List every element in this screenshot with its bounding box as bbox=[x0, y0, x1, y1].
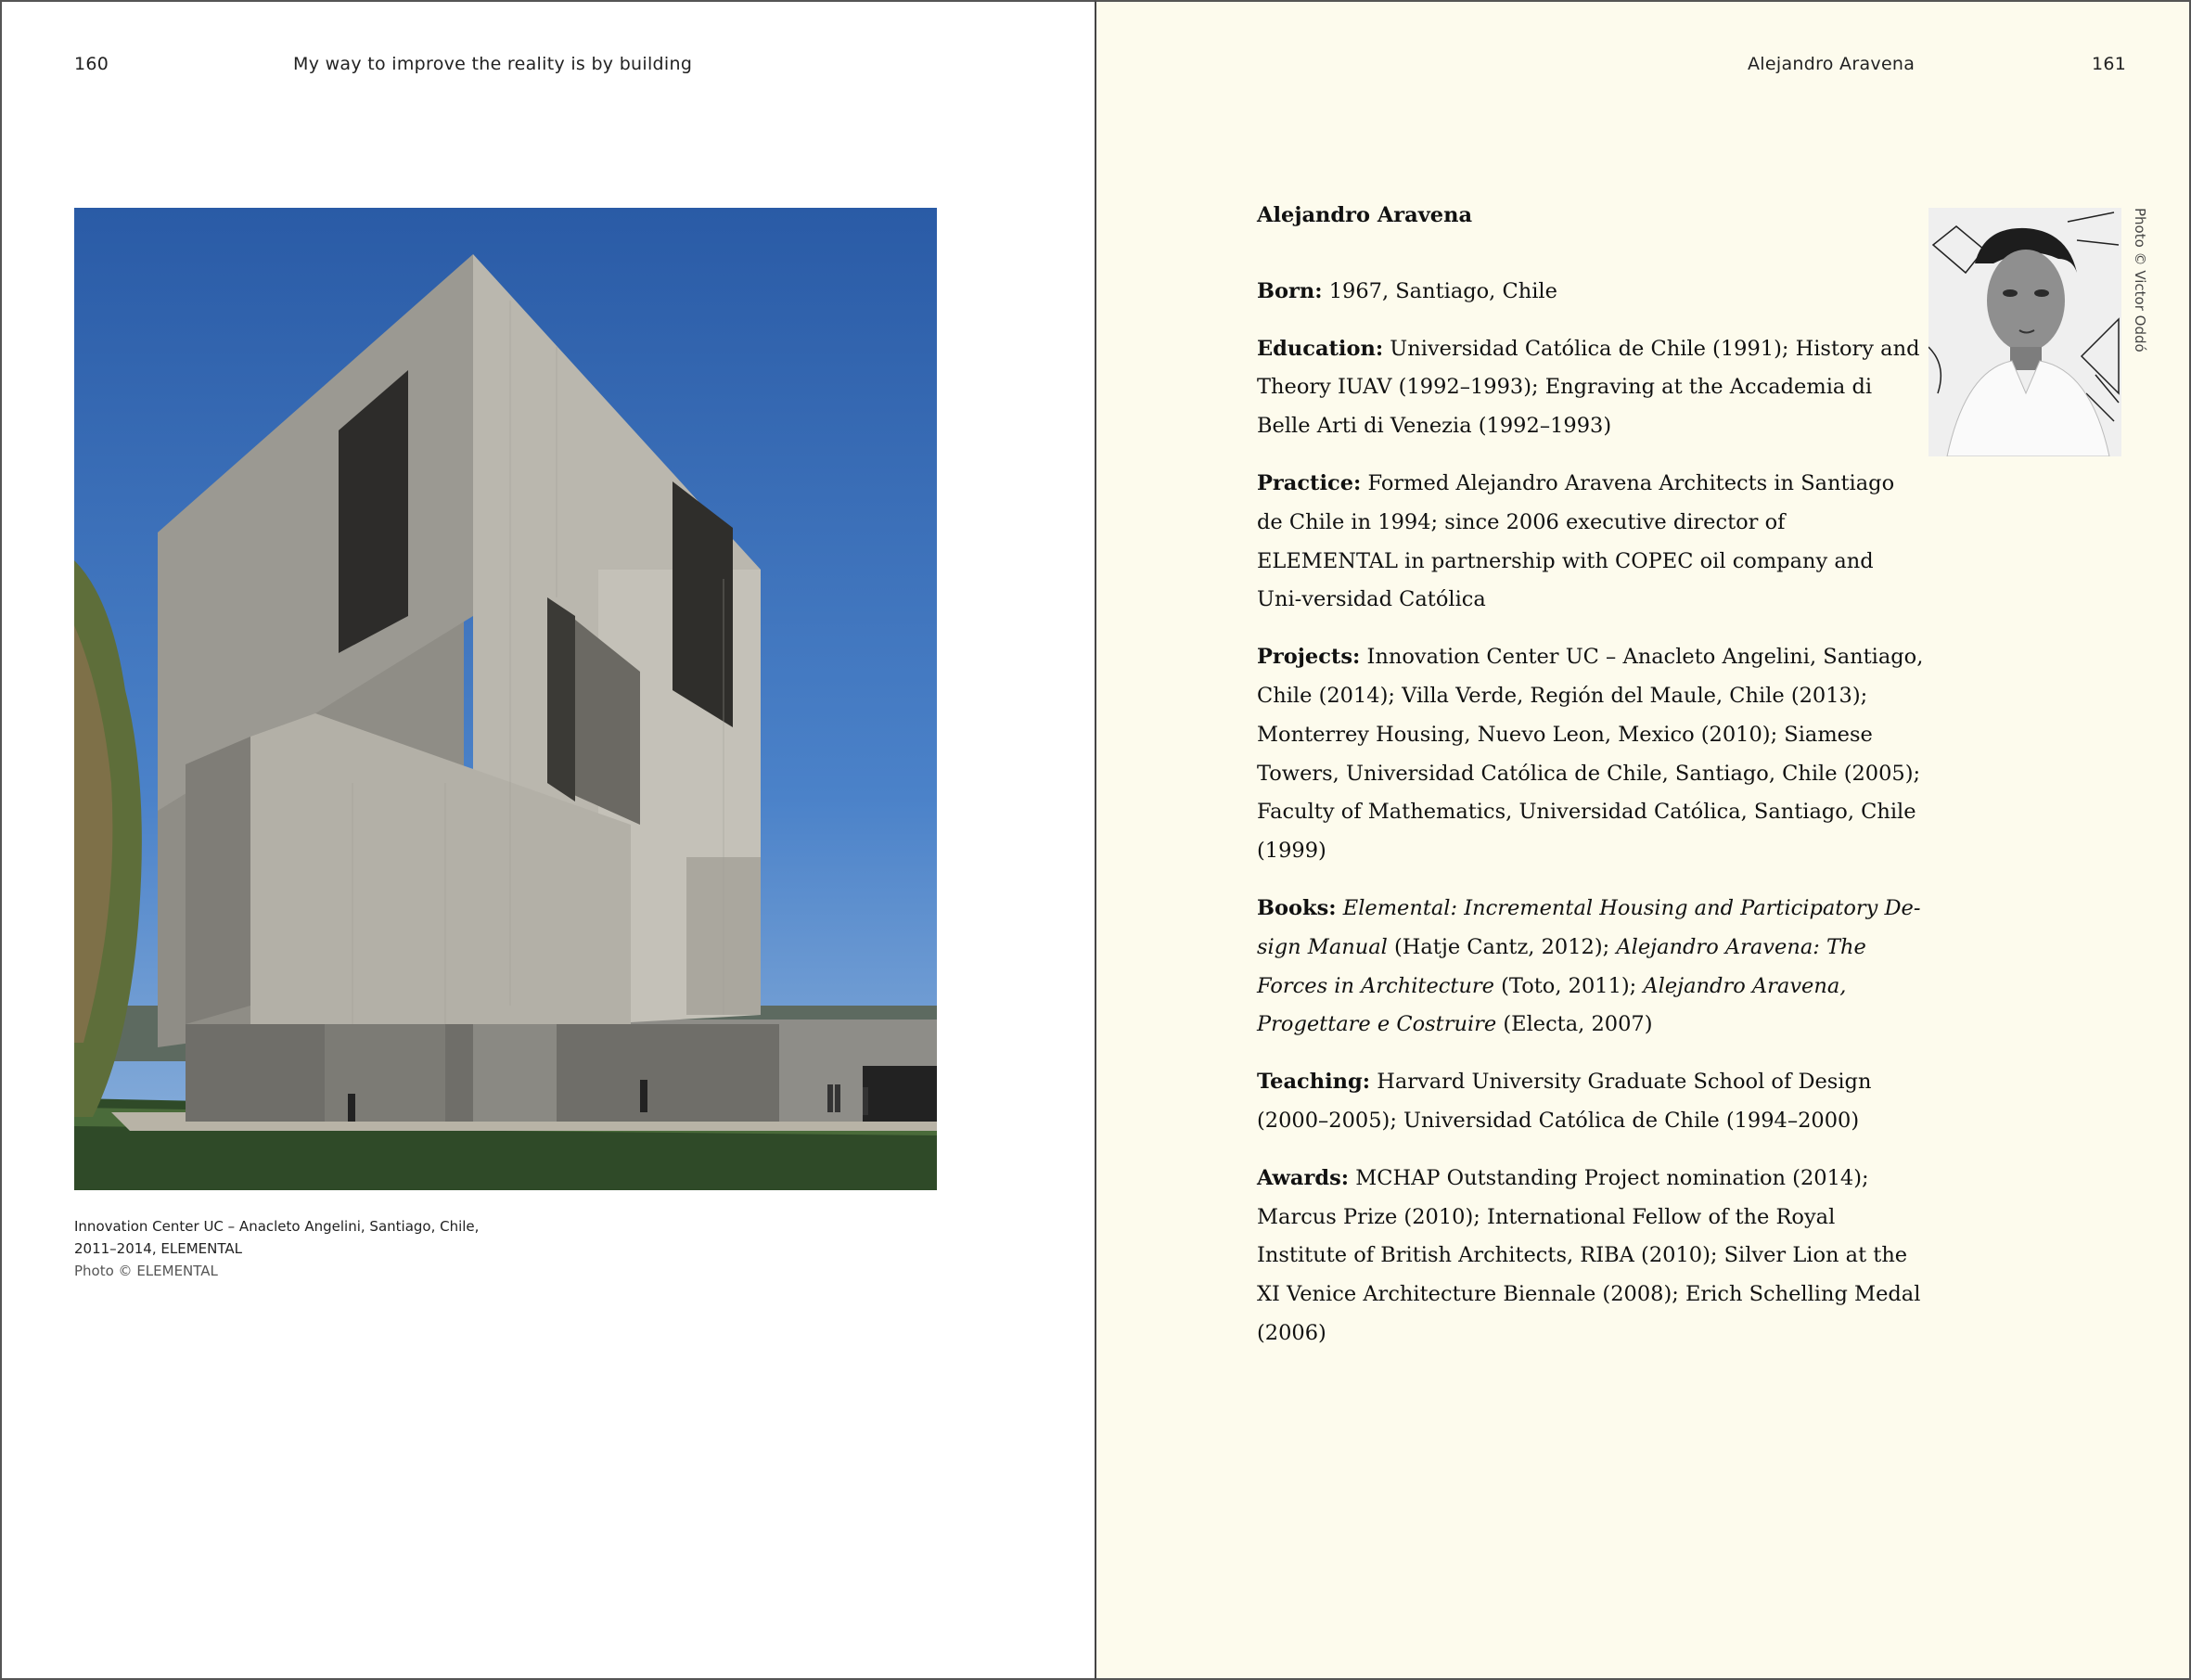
caption-line-2: 2011–2014, ELEMENTAL bbox=[74, 1240, 242, 1257]
bio-practice: Practice: Formed Alejandro Aravena Architects in Santiago de Chile in 1994; since 2006 executive director of ELEMENTAL in partnership with COPEC oil company and Uni-versidad Católica bbox=[1257, 470, 1895, 612]
portrait-credit: Photo © Victor Oddó bbox=[2132, 208, 2148, 353]
bio-teaching: Teaching: Harvard University Graduate School of Design (2000–2005); Universidad Católica de Chile (1994–2000) bbox=[1257, 1070, 1872, 1133]
bio-books: Books: Elemental: Incremental Housing and Participatory De-sign Manual (Hatje Cantz, 2012); Alejandro Aravena: The Forces in Architecture (Toto, 2011); Alejandro Aravena, Progettare e Costruire (Electa, 2007) bbox=[1257, 895, 1921, 1037]
caption-credit: Photo © ELEMENTAL bbox=[74, 1263, 218, 1279]
biography bbox=[1257, 197, 1925, 1372]
bio-name: Alejandro Aravena bbox=[1257, 203, 1473, 227]
building-photo bbox=[74, 208, 937, 1190]
photo-caption bbox=[74, 1215, 479, 1282]
running-title-left: My way to improve the reality is by building bbox=[293, 54, 693, 74]
bio-born: Born: 1967, Santiago, Chile bbox=[1257, 278, 1557, 303]
page-number-left: 160 bbox=[74, 54, 109, 74]
bio-projects: Projects: Innovation Center UC – Anacleto Angelini, Santiago, Chile (2014); Villa Verde, Región del Maule, Chile (2013); Monterrey Housing, Nuevo Leon, Mexico (2010); Siamese Towers, Universidad Católica de Chile, Santiago, Chile (2005); Faculty of Mathematics, Universidad Católica, Santiago, Chile (1999) bbox=[1257, 645, 1924, 864]
bio-awards: Awards: MCHAP Outstanding Project nomination (2014); Marcus Prize (2010); International Fellow of the Royal Institute of British Architects, RIBA (2010); Silver Lion at the XI Venice Architecture Biennale (2008); Erich Schelling Medal (2006) bbox=[1257, 1165, 1921, 1345]
caption-line-1: Innovation Center UC – Anacleto Angelini, Santiago, Chile, bbox=[74, 1218, 480, 1235]
portrait-photo bbox=[1928, 208, 2121, 456]
left-page bbox=[0, 0, 1095, 1680]
right-page bbox=[1095, 0, 2191, 1680]
running-title-right: Alejandro Aravena bbox=[1748, 54, 1916, 74]
bio-education: Education: Universidad Católica de Chile (1991); History and Theory IUAV (1992–1993); Engraving at the Accademia di Belle Arti di Venezia (1992–1993) bbox=[1257, 336, 1920, 439]
page-number-right: 161 bbox=[2092, 54, 2127, 74]
